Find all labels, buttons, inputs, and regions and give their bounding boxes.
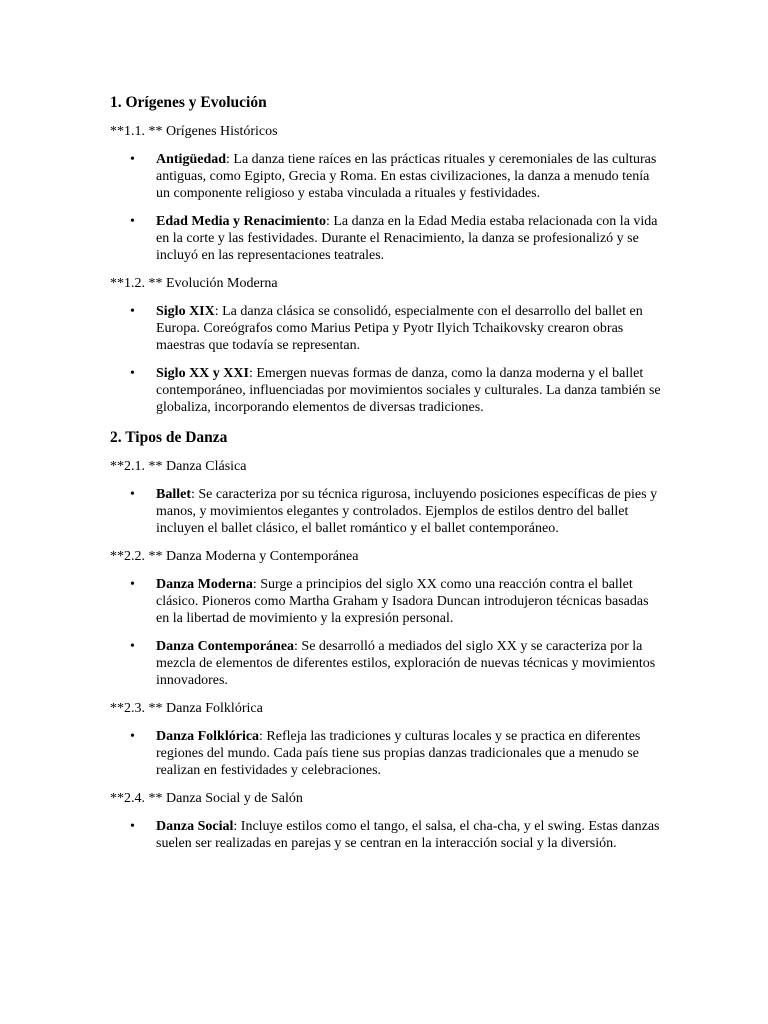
bullet-list — [110, 486, 662, 537]
subsection-heading: **1.2. ** Evolución Moderna — [110, 276, 278, 291]
item-term: Edad Media y Renacimiento — [156, 214, 326, 229]
subsection-heading: **2.3. ** Danza Folklórica — [110, 701, 263, 716]
bullet-list — [110, 151, 662, 264]
item-term: Danza Moderna — [156, 577, 253, 592]
item-text: : Refleja las tradiciones y culturas locales y se practica en diferentes regiones del mundo. Cada país tiene sus propias danzas tradicionales que a menudo se realizan en festividades y celebraciones. — [156, 729, 641, 778]
bullet-list — [110, 728, 662, 779]
item-term: Ballet — [156, 487, 191, 502]
list-item — [110, 638, 662, 689]
list-item — [110, 303, 662, 354]
bullet-icon: • — [130, 152, 135, 167]
bullet-icon: • — [130, 304, 135, 319]
list-item — [110, 818, 662, 852]
bullet-list — [110, 303, 662, 416]
item-term: Danza Folklórica — [156, 729, 260, 744]
item-text: : Incluye estilos como el tango, el salsa, el cha-cha, y el swing. Estas danzas suelen ser realizadas en parejas y se centran en la interacción social y la diversión. — [156, 819, 660, 851]
bullet-icon: • — [130, 487, 135, 502]
bullet-icon: • — [130, 639, 135, 654]
bullet-icon: • — [130, 214, 135, 229]
item-term: Siglo XIX — [156, 304, 215, 319]
list-item — [110, 213, 662, 264]
document-body — [110, 93, 662, 863]
item-text: : La danza en la Edad Media estaba relacionada con la vida en la corte y las festividades. Durante el Renacimiento, la danza se profesionalizó y se incluyó en las representaciones teatrales. — [156, 214, 658, 263]
item-term: Siglo XX y XXI — [156, 366, 249, 381]
list-item — [110, 486, 662, 537]
item-text: : Se desarrolló a mediados del siglo XX y se caracteriza por la mezcla de elementos de diferentes estilos, exploración de nuevas técnicas y movimientos innovadores. — [156, 639, 656, 688]
item-term: Antigüedad — [156, 152, 227, 167]
bullet-list — [110, 576, 662, 689]
subsection-heading: **1.1. ** Orígenes Históricos — [110, 124, 278, 139]
bullet-icon: • — [130, 729, 135, 744]
item-text: : Surge a principios del siglo XX como una reacción contra el ballet clásico. Pioneros como Martha Graham y Isadora Duncan introdujeron técnicas basadas en la libertad de movimiento y la expresión personal. — [156, 577, 649, 626]
subsection-heading: **2.4. ** Danza Social y de Salón — [110, 791, 303, 806]
subsection-heading: **2.2. ** Danza Moderna y Contemporánea — [110, 549, 359, 564]
list-item — [110, 151, 662, 202]
list-item — [110, 576, 662, 627]
item-text: : La danza clásica se consolidó, especialmente con el desarrollo del ballet en Europa. Coreógrafos como Marius Petipa y Pyotr Ilyich Tchaikovsky crearon obras maestras que todavía se representan. — [156, 304, 643, 353]
bullet-icon: • — [130, 366, 135, 381]
subsection-heading: **2.1. ** Danza Clásica — [110, 459, 247, 474]
item-term: Danza Social — [156, 819, 234, 834]
bullet-icon: • — [130, 577, 135, 592]
item-text: : Se caracteriza por su técnica rigurosa, incluyendo posiciones específicas de pies y manos, y movimientos elegantes y controlados. Ejemplos de estilos dentro del ballet incluyen el ballet clásico, el ballet romántico y el ballet contemporáneo. — [156, 487, 658, 536]
item-term: Danza Contemporánea — [156, 639, 295, 654]
item-text: : La danza tiene raíces en las prácticas rituales y ceremoniales de las culturas antiguas, como Egipto, Grecia y Roma. En estas civilizaciones, la danza a menudo tenía un componente religioso y estaba vinculada a rituales y festividades. — [156, 152, 657, 201]
list-item — [110, 365, 662, 416]
list-item — [110, 728, 662, 779]
section-heading: 2. Tipos de Danza — [110, 429, 228, 446]
section-heading: 1. Orígenes y Evolución — [110, 94, 267, 111]
bullet-list — [110, 818, 662, 852]
bullet-icon: • — [130, 819, 135, 834]
item-text: : Emergen nuevas formas de danza, como la danza moderna y el ballet contemporáneo, influenciadas por movimientos sociales y culturales. La danza también se globaliza, incorporando elementos de diversas tradiciones. — [156, 366, 661, 415]
